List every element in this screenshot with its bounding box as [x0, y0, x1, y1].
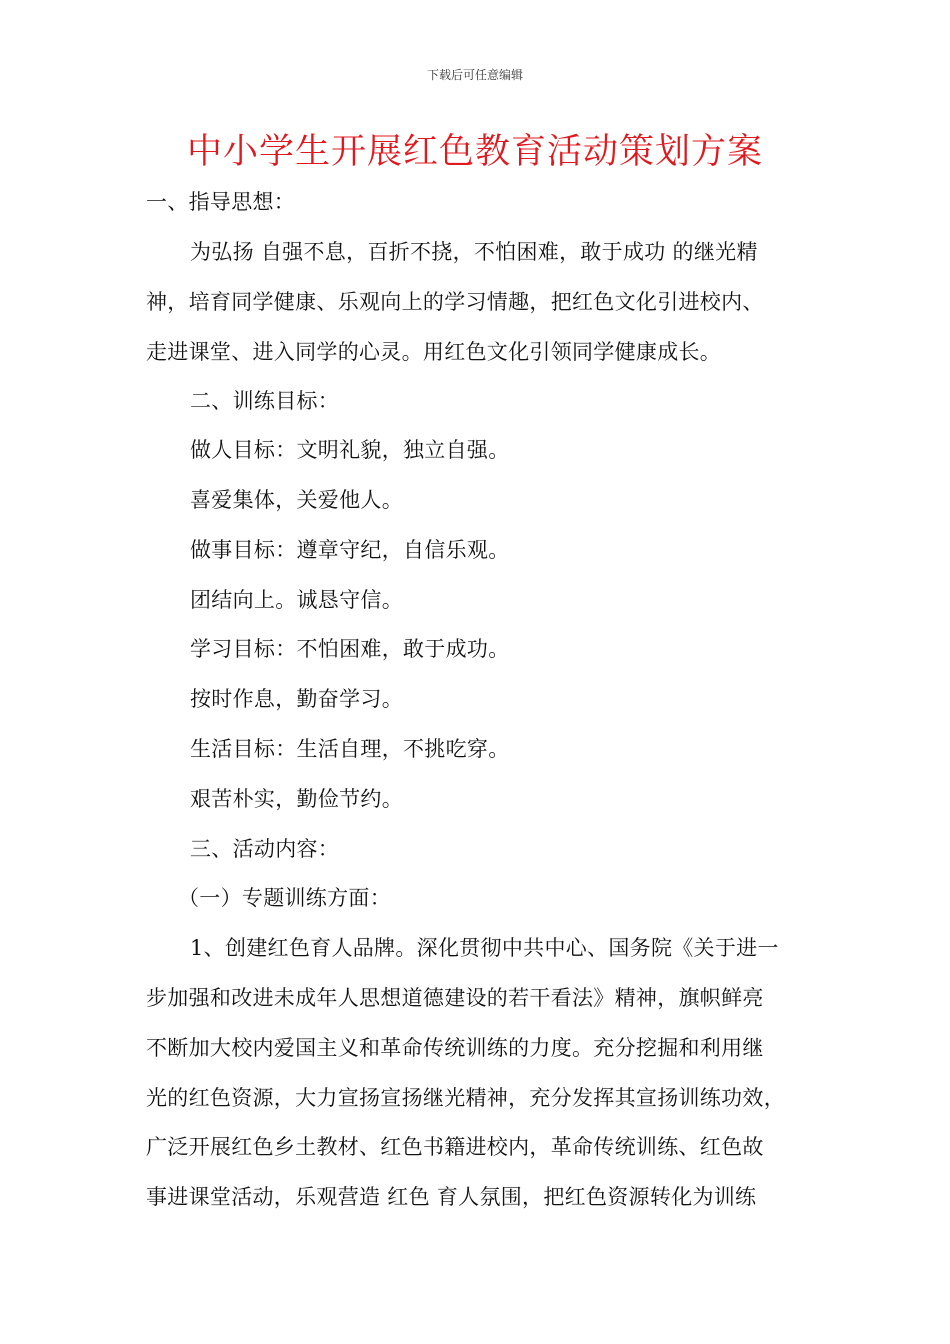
goal-line: 做人目标：文明礼貌，独立自强。	[190, 438, 510, 462]
paragraph-line: 1、创建红色育人品牌。深化贯彻中共中心、国务院《关于进一	[190, 936, 779, 960]
subheading-special-training: （一）专题训练方面：	[178, 886, 391, 910]
paragraph-line: 事进课堂活动，乐观营造 红色 育人氛围，把红色资源转化为训练	[146, 1185, 757, 1209]
goal-line: 做事目标：遵章守纪，自信乐观。	[190, 538, 510, 562]
goal-line: 学习目标：不怕困难，敢于成功。	[190, 637, 510, 661]
header-note: 下载后可任意编辑	[426, 68, 523, 82]
paragraph-line: 为弘扬 自强不息，百折不挠，不怕困难，敢于成功 的继光精	[190, 240, 758, 264]
paragraph-line: 光的红色资源，大力宣扬宣扬继光精神，充分发挥其宣扬训练功效，	[146, 1086, 785, 1110]
paragraph-line: 神，培育同学健康、乐观向上的学习情趣，把红色文化引进校内、	[146, 290, 764, 314]
paragraph-line: 广泛开展红色乡土教材、红色书籍进校内，革命传统训练、红色故	[146, 1135, 764, 1159]
goal-line: 生活目标：生活自理，不挑吃穿。	[190, 737, 510, 761]
goal-line: 按时作息，勤奋学习。	[190, 687, 403, 711]
heading-training-goals: 二、训练目标：	[190, 389, 340, 413]
document-title: 中小学生开展红色教育活动策划方案	[186, 132, 763, 172]
goal-line: 团结向上。诚恳守信。	[190, 588, 403, 612]
paragraph-line: 走进课堂、进入同学的心灵。用红色文化引领同学健康成长。	[146, 340, 722, 364]
paragraph-line: 不断加大校内爱国主义和革命传统训练的力度。充分挖掘和利用继	[146, 1036, 764, 1060]
goal-line: 喜爱集体，关爱他人。	[190, 488, 403, 512]
goal-line: 艰苦朴实，勤俭节约。	[190, 787, 403, 811]
heading-guiding-ideology: 一、指导思想：	[146, 190, 296, 214]
heading-activity-content: 三、活动内容：	[190, 837, 340, 861]
paragraph-line: 步加强和改进未成年人思想道德建设的若干看法》精神，旗帜鲜亮	[146, 986, 764, 1010]
